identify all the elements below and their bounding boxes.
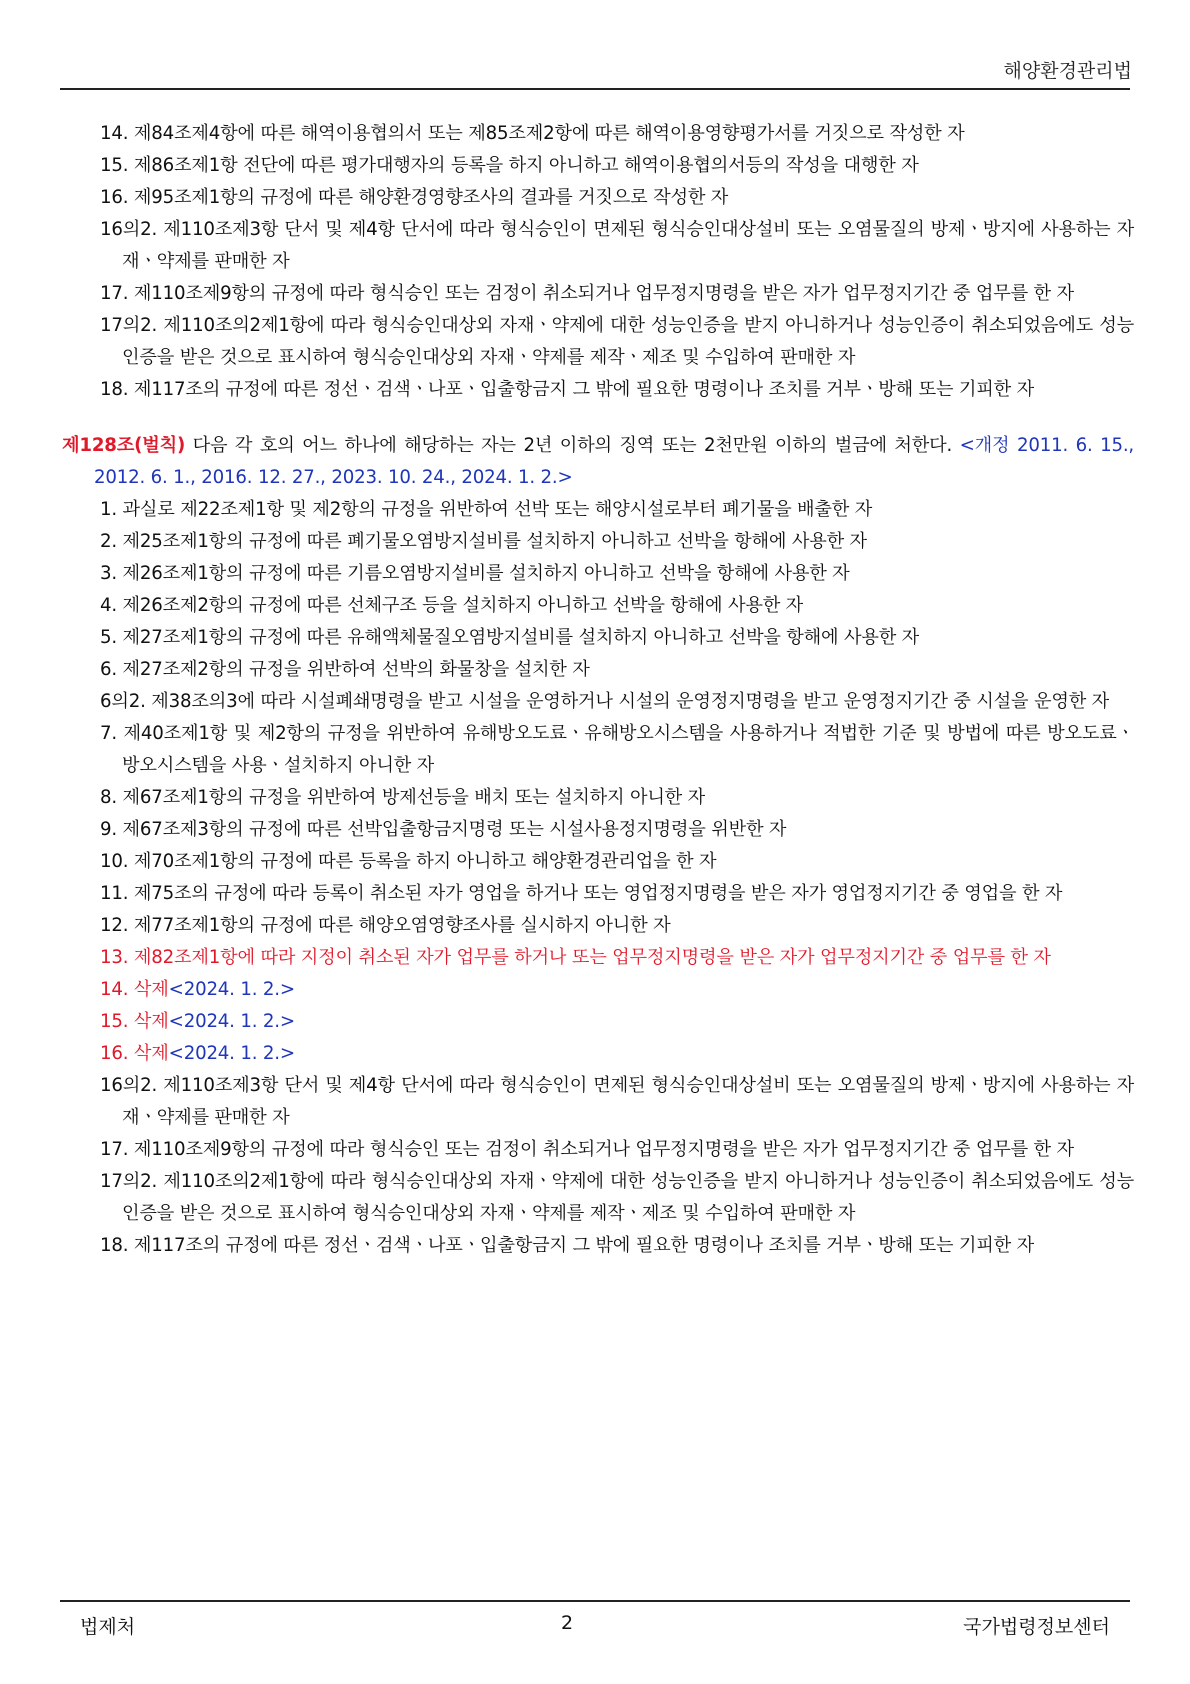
amendment-note: <2024. 1. 2.> (168, 1011, 295, 1032)
list-item: 1. 과실로 제22조제1항 및 제2항의 규정을 위반하여 선박 또는 해양시설로부터 폐기물을 배출한 자 (100, 499, 873, 520)
amendment-note: <개정 2011. 6. 15., 2012. 6. 1., 2016. 12. 27., 2023. 10. 24., 2024. 1. 2.> (94, 435, 1135, 488)
list-item-deleted (62, 974, 1134, 1006)
list-item: 7. 제40조제1항 및 제2항의 규정을 위반하여 유해방오도료ㆍ유해방오시스템을 사용하거나 적법한 기준 및 방법에 따른 방오도료ㆍ방오시스템을 사용ㆍ설치하지 아니한 자 (100, 723, 1134, 776)
section-b-list (62, 494, 1134, 1262)
list-item: 17. 제110조제9항의 규정에 따라 형식승인 또는 검정이 취소되거나 업무정지명령을 받은 자가 업무정지기간 중 업무를 한 자 (100, 283, 1074, 304)
list-item: 14. 제84조제4항에 따른 해역이용협의서 또는 제85조제2항에 따른 해역이용영향평가서를 거짓으로 작성한 자 (100, 123, 965, 144)
amendment-note: <2024. 1. 2.> (168, 1043, 295, 1064)
footer-publisher: 법제처 (80, 1616, 136, 1638)
list-item: 12. 제77조제1항의 규정에 따른 해양오염영향조사를 실시하지 아니한 자 (100, 915, 671, 936)
list-item: 17의2. 제110조의2제1항에 따라 형식승인대상외 자재ㆍ약제에 대한 성능인증을 받지 아니하거나 성능인증이 취소되었음에도 성능인증을 받은 것으로 표시하여 형식승인대상외 자재ㆍ약제를 제작ㆍ제조 및 수입하여 판매한 자 (100, 315, 1134, 368)
list-item: 16. 제95조제1항의 규정에 따른 해양환경영향조사의 결과를 거짓으로 작성한 자 (100, 187, 729, 208)
list-item: 16의2. 제110조제3항 단서 및 제4항 단서에 따라 형식승인이 면제된 형식승인대상설비 또는 오염물질의 방제ㆍ방지에 사용하는 자재ㆍ약제를 판매한 자 (100, 219, 1134, 272)
amendment-note: <2024. 1. 2.> (168, 979, 295, 1000)
deleted-label: 16. 삭제 (100, 1043, 169, 1064)
list-item: 17. 제110조제9항의 규정에 따라 형식승인 또는 검정이 취소되거나 업무정지명령을 받은 자가 업무정지기간 중 업무를 한 자 (100, 1139, 1074, 1160)
list-item: 6. 제27조제2항의 규정을 위반하여 선박의 화물창을 설치한 자 (100, 659, 590, 680)
section-a-list (62, 118, 1134, 406)
list-item: 18. 제117조의 규정에 따른 정선ㆍ검색ㆍ나포ㆍ입출항금지 그 밖에 필요한 명령이나 조치를 거부ㆍ방해 또는 기피한 자 (100, 379, 1034, 400)
article-body: 다음 각 호의 어느 하나에 해당하는 자는 2년 이하의 징역 또는 2천만원 이하의 벌금에 처한다. (185, 435, 960, 456)
list-item: 9. 제67조제3항의 규정에 따른 선박입출항금지명령 또는 시설사용정지명령을 위반한 자 (100, 819, 787, 840)
list-item: 8. 제67조제1항의 규정을 위반하여 방제선등을 배치 또는 설치하지 아니한 자 (100, 787, 706, 808)
footer-divider (60, 1600, 1130, 1602)
list-item-deleted (62, 1038, 1134, 1070)
article-heading: 제128조(벌칙) (62, 435, 186, 456)
header-divider (60, 88, 1130, 90)
list-item: 15. 제86조제1항 전단에 따른 평가대행자의 등록을 하지 아니하고 해역이용협의서등의 작성을 대행한 자 (100, 155, 919, 176)
footer-source: 국가법령정보센터 (963, 1616, 1110, 1638)
deleted-label: 14. 삭제 (100, 979, 169, 1000)
list-item: 4. 제26조제2항의 규정에 따른 선체구조 등을 설치하지 아니하고 선박을 항해에 사용한 자 (100, 595, 804, 616)
list-item: 16의2. 제110조제3항 단서 및 제4항 단서에 따라 형식승인이 면제된 형식승인대상설비 또는 오염물질의 방제ㆍ방지에 사용하는 자재ㆍ약제를 판매한 자 (100, 1075, 1134, 1128)
list-item: 6의2. 제38조의3에 따라 시설폐쇄명령을 받고 시설을 운영하거나 시설의 운영정지명령을 받고 운영정지기간 중 시설을 운영한 자 (100, 691, 1110, 712)
list-item: 17의2. 제110조의2제1항에 따라 형식승인대상외 자재ㆍ약제에 대한 성능인증을 받지 아니하거나 성능인증이 취소되었음에도 성능인증을 받은 것으로 표시하여 형식승인대상외 자재ㆍ약제를 제작ㆍ제조 및 수입하여 판매한 자 (100, 1171, 1134, 1224)
document-title: 해양환경관리법 (1003, 60, 1132, 82)
list-item: 5. 제27조제1항의 규정에 따른 유해액체물질오염방지설비를 설치하지 아니하고 선박을 항해에 사용한 자 (100, 627, 920, 648)
list-item: 10. 제70조제1항의 규정에 따른 등록을 하지 아니하고 해양환경관리업을 한 자 (100, 851, 717, 872)
list-item: 2. 제25조제1항의 규정에 따른 폐기물오염방지설비를 설치하지 아니하고 선박을 항해에 사용한 자 (100, 531, 867, 552)
article-128 (62, 430, 1134, 494)
list-item-amended: 13. 제82조제1항에 따라 지정이 취소된 자가 업무를 하거나 또는 업무정지명령을 받은 자가 업무정지기간 중 업무를 한 자 (100, 947, 1051, 968)
deleted-label: 15. 삭제 (100, 1011, 169, 1032)
list-item: 18. 제117조의 규정에 따른 정선ㆍ검색ㆍ나포ㆍ입출항금지 그 밖에 필요한 명령이나 조치를 거부ㆍ방해 또는 기피한 자 (100, 1235, 1034, 1256)
list-item: 11. 제75조의 규정에 따라 등록이 취소된 자가 영업을 하거나 또는 영업정지명령을 받은 자가 영업정지기간 중 영업을 한 자 (100, 883, 1063, 904)
list-item: 3. 제26조제1항의 규정에 따른 기름오염방지설비를 설치하지 아니하고 선박을 항해에 사용한 자 (100, 563, 850, 584)
list-item-deleted (62, 1006, 1134, 1038)
page-number: 2 (561, 1612, 574, 1634)
document-body (62, 118, 1134, 1262)
